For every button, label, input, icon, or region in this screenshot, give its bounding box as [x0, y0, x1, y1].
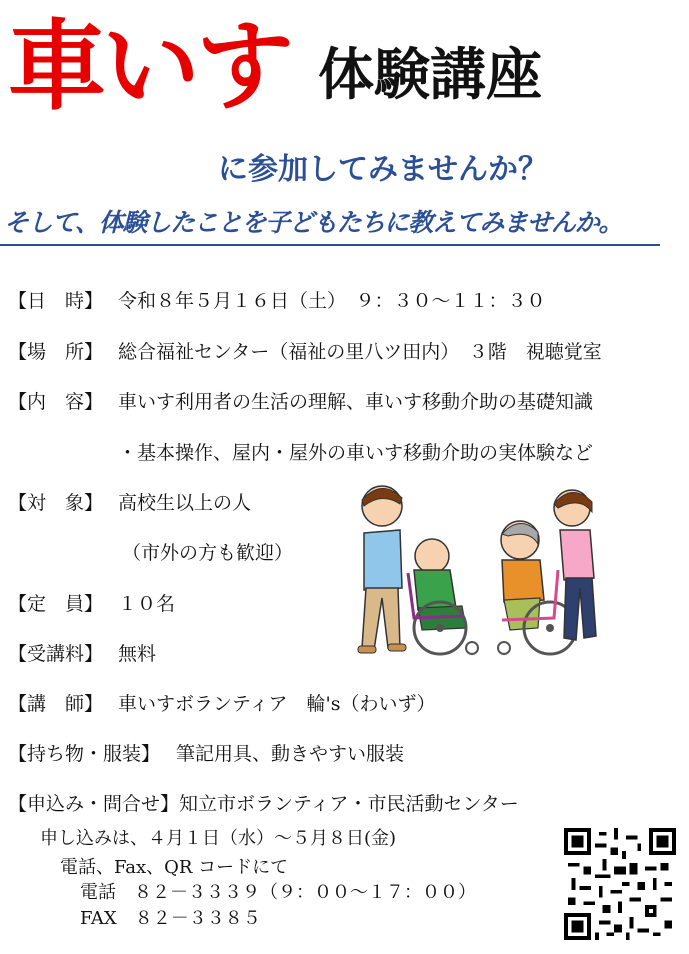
value-belongings: 筆記用具、動きやすい服装 — [176, 743, 405, 765]
subtitle-invite: に参加してみませんか？ — [218, 152, 548, 187]
header-underline — [0, 244, 660, 246]
value-content: 車いす利用者の生活の理解、車いす移動介助の基礎知識 — [118, 391, 594, 413]
subtitle-teach: そして、体験したことを子どもたちに教えてみませんか。 — [4, 208, 623, 237]
label-capacity: 【定 員】 — [8, 593, 104, 615]
title-main: 車いす — [8, 10, 291, 124]
label-belongings: 【持ち物・服装】 — [8, 743, 161, 765]
value-capacity: １０名 — [118, 593, 176, 615]
label-instructor: 【講 師】 — [8, 693, 104, 715]
label-place: 【場 所】 — [8, 341, 104, 363]
contact-fax: FAX ８２－３３８５ — [80, 908, 261, 929]
title-sub: 体験講座 — [318, 43, 542, 108]
contact-period: 申し込みは、４月１日（水）～５月８日(金) — [40, 828, 397, 849]
value-datetime: 令和８年５月１６日（土） ９：３０～１１：３０ — [118, 290, 546, 312]
value-fee: 無料 — [118, 643, 157, 665]
value-instructor: 車いすボランティア 輪's（わいず） — [118, 693, 436, 715]
value-place: 総合福祉センター（福祉の里八ツ田内） ３階 視聴覚室 — [118, 341, 602, 363]
label-content: 【内 容】 — [8, 391, 104, 413]
wheelchair-illustration — [352, 478, 612, 668]
contact-heading: 【申込み・問合せ】知立市ボランティア・市民活動センター — [8, 793, 519, 815]
value-content-detail: ・基本操作、屋内・屋外の車いす移動介助の実体験など — [118, 442, 594, 464]
contact-tel: 電話 ８２－３３３９（９：００～１７：００） — [80, 882, 476, 903]
qr-code[interactable] — [564, 828, 676, 940]
contact-methods: 電話、Fax、QR コードにて — [60, 857, 289, 878]
label-target: 【対 象】 — [8, 492, 104, 514]
value-target: 高校生以上の人 — [118, 492, 252, 514]
label-datetime: 【日 時】 — [8, 290, 104, 312]
value-target-note: （市外の方も歓迎） — [122, 542, 294, 564]
label-fee: 【受講料】 — [8, 643, 104, 665]
